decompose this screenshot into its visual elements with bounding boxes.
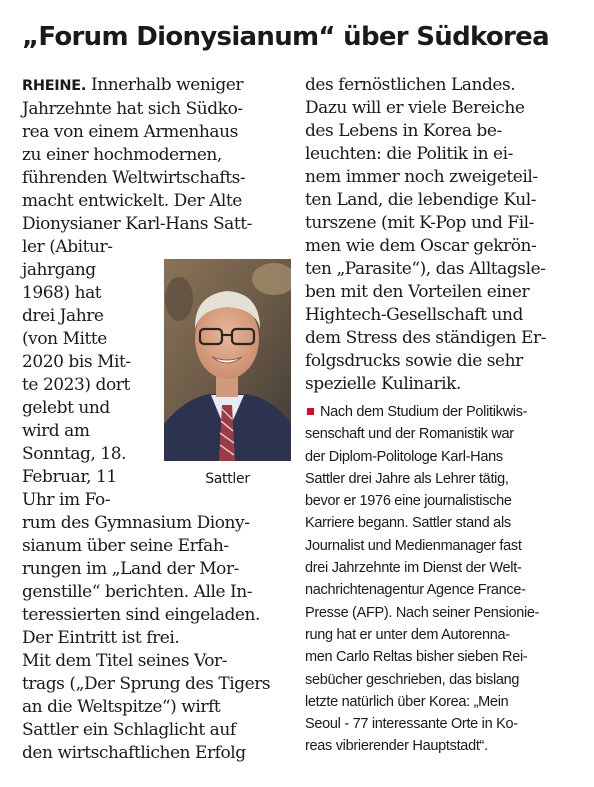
text-line: zu einer hochmodernen, [22, 145, 222, 165]
bullet-square-icon [307, 408, 314, 415]
text-line [22, 74, 294, 98]
text-line: des fernöstlichen Landes. [305, 75, 516, 95]
text-line: ler (Abitur- [22, 237, 113, 257]
author-bio-box [305, 401, 587, 758]
text-line: Jahrzehnte hat sich Südko- [22, 99, 243, 119]
text-line-content: Nach dem Studium der Politikwis- [320, 404, 528, 420]
text-line: 1968) hat [22, 283, 102, 303]
text-line: gelebt und [22, 398, 110, 418]
text-line: senschaft und der Romanistik war [305, 426, 514, 443]
text-line: des Lebens in Korea be- [305, 121, 502, 141]
text-line: men wie dem Oscar gekrön- [305, 236, 537, 256]
text-line-content: Innerhalb weniger [86, 75, 244, 95]
text-line: den wirtschaftlichen Erfolg [22, 743, 246, 763]
text-line: drei Jahre [22, 306, 104, 326]
text-line: Karriere begann. Sattler stand als [305, 515, 511, 532]
text-line: sianum über seine Erfah- [22, 536, 229, 556]
text-line: Dionysianer Karl-Hans Satt- [22, 214, 252, 234]
text-line: te 2023) dort [22, 375, 130, 395]
text-line: nem immer noch zweigeteil- [305, 167, 538, 187]
text-line: Journalist und Medienmanager fast [305, 537, 522, 554]
text-line: spezielle Kulinarik. [305, 374, 461, 394]
portrait-photo [164, 259, 291, 461]
portrait-illustration [164, 259, 291, 461]
text-line: rea von einem Armenhaus [22, 122, 238, 142]
text-line: rungen im „Land der Mor- [22, 559, 239, 579]
text-line: dem Stress des ständigen Er- [305, 328, 546, 348]
text-line: der Diplom-Politologe Karl-Hans [305, 448, 503, 465]
text-line: nachrichtenagentur Agence France- [305, 582, 526, 599]
article-column-right [305, 74, 587, 396]
text-line: Hightech-Gesellschaft und [305, 305, 523, 325]
text-line: jahrgang [22, 260, 96, 280]
text-line: wird am [22, 421, 90, 441]
text-line: leuchten: die Politik in ei- [305, 144, 513, 164]
text-line: Sattler drei Jahre als Lehrer tätig, [305, 470, 509, 487]
text-line: sebücher geschrieben, das bislang [305, 671, 520, 688]
text-line: letzte natürlich über Korea: „Mein [305, 693, 509, 710]
photo-caption: Sattler [205, 471, 250, 487]
text-line: Uhr im Fo- [22, 490, 111, 510]
text-line: ten „Parasite“), das Alltagsle- [305, 259, 546, 279]
text-line: reas vibrierender Hauptstadt“. [305, 738, 488, 755]
text-line: folgsdrucks sowie die sehr [305, 351, 523, 371]
text-line: genstille“ berichten. Alle In- [22, 582, 253, 602]
text-line: teressierten sind eingeladen. [22, 605, 260, 625]
text-line: Dazu will er viele Bereiche [305, 98, 525, 118]
text-line: Sattler ein Schlaglicht auf [22, 720, 236, 740]
text-line: Mit dem Titel seines Vor- [22, 651, 227, 671]
text-line: Sonntag, 18. [22, 444, 127, 464]
text-line: Der Eintritt ist frei. [22, 628, 180, 648]
text-line: rum des Gymnasium Diony- [22, 513, 250, 533]
text-line: Februar, 11 [22, 467, 117, 487]
text-line: Presse (AFP). Nach seiner Pensionie- [305, 604, 540, 621]
text-line: turszene (mit K-Pop und Fil- [305, 213, 534, 233]
text-line: men Carlo Reltas bisher sieben Rei- [305, 649, 528, 666]
text-line: (von Mitte [22, 329, 107, 349]
text-line: bevor er 1976 eine journalistische [305, 493, 512, 510]
headline: „Forum Dionysianum“ über Südkorea [22, 22, 549, 52]
text-line: 2020 bis Mit- [22, 352, 131, 372]
text-line: Seoul - 77 interessante Orte in Ko- [305, 716, 518, 733]
text-line: rung hat er unter dem Autorenna- [305, 626, 510, 643]
text-line: drei Jahrzehnte im Dienst der Welt- [305, 560, 522, 577]
text-line: macht entwickelt. Der Alte [22, 191, 242, 211]
text-line [305, 401, 587, 423]
text-line: an die Weltspitze“) wirft [22, 697, 221, 717]
text-line: trags („Der Sprung des Tigers [22, 674, 271, 694]
text-line: ten Land, die lebendige Kul- [305, 190, 537, 210]
text-line: führenden Weltwirtschafts- [22, 168, 246, 188]
text-line: ben mit den Vorteilen einer [305, 282, 530, 302]
dateline: RHEINE. [22, 78, 87, 94]
